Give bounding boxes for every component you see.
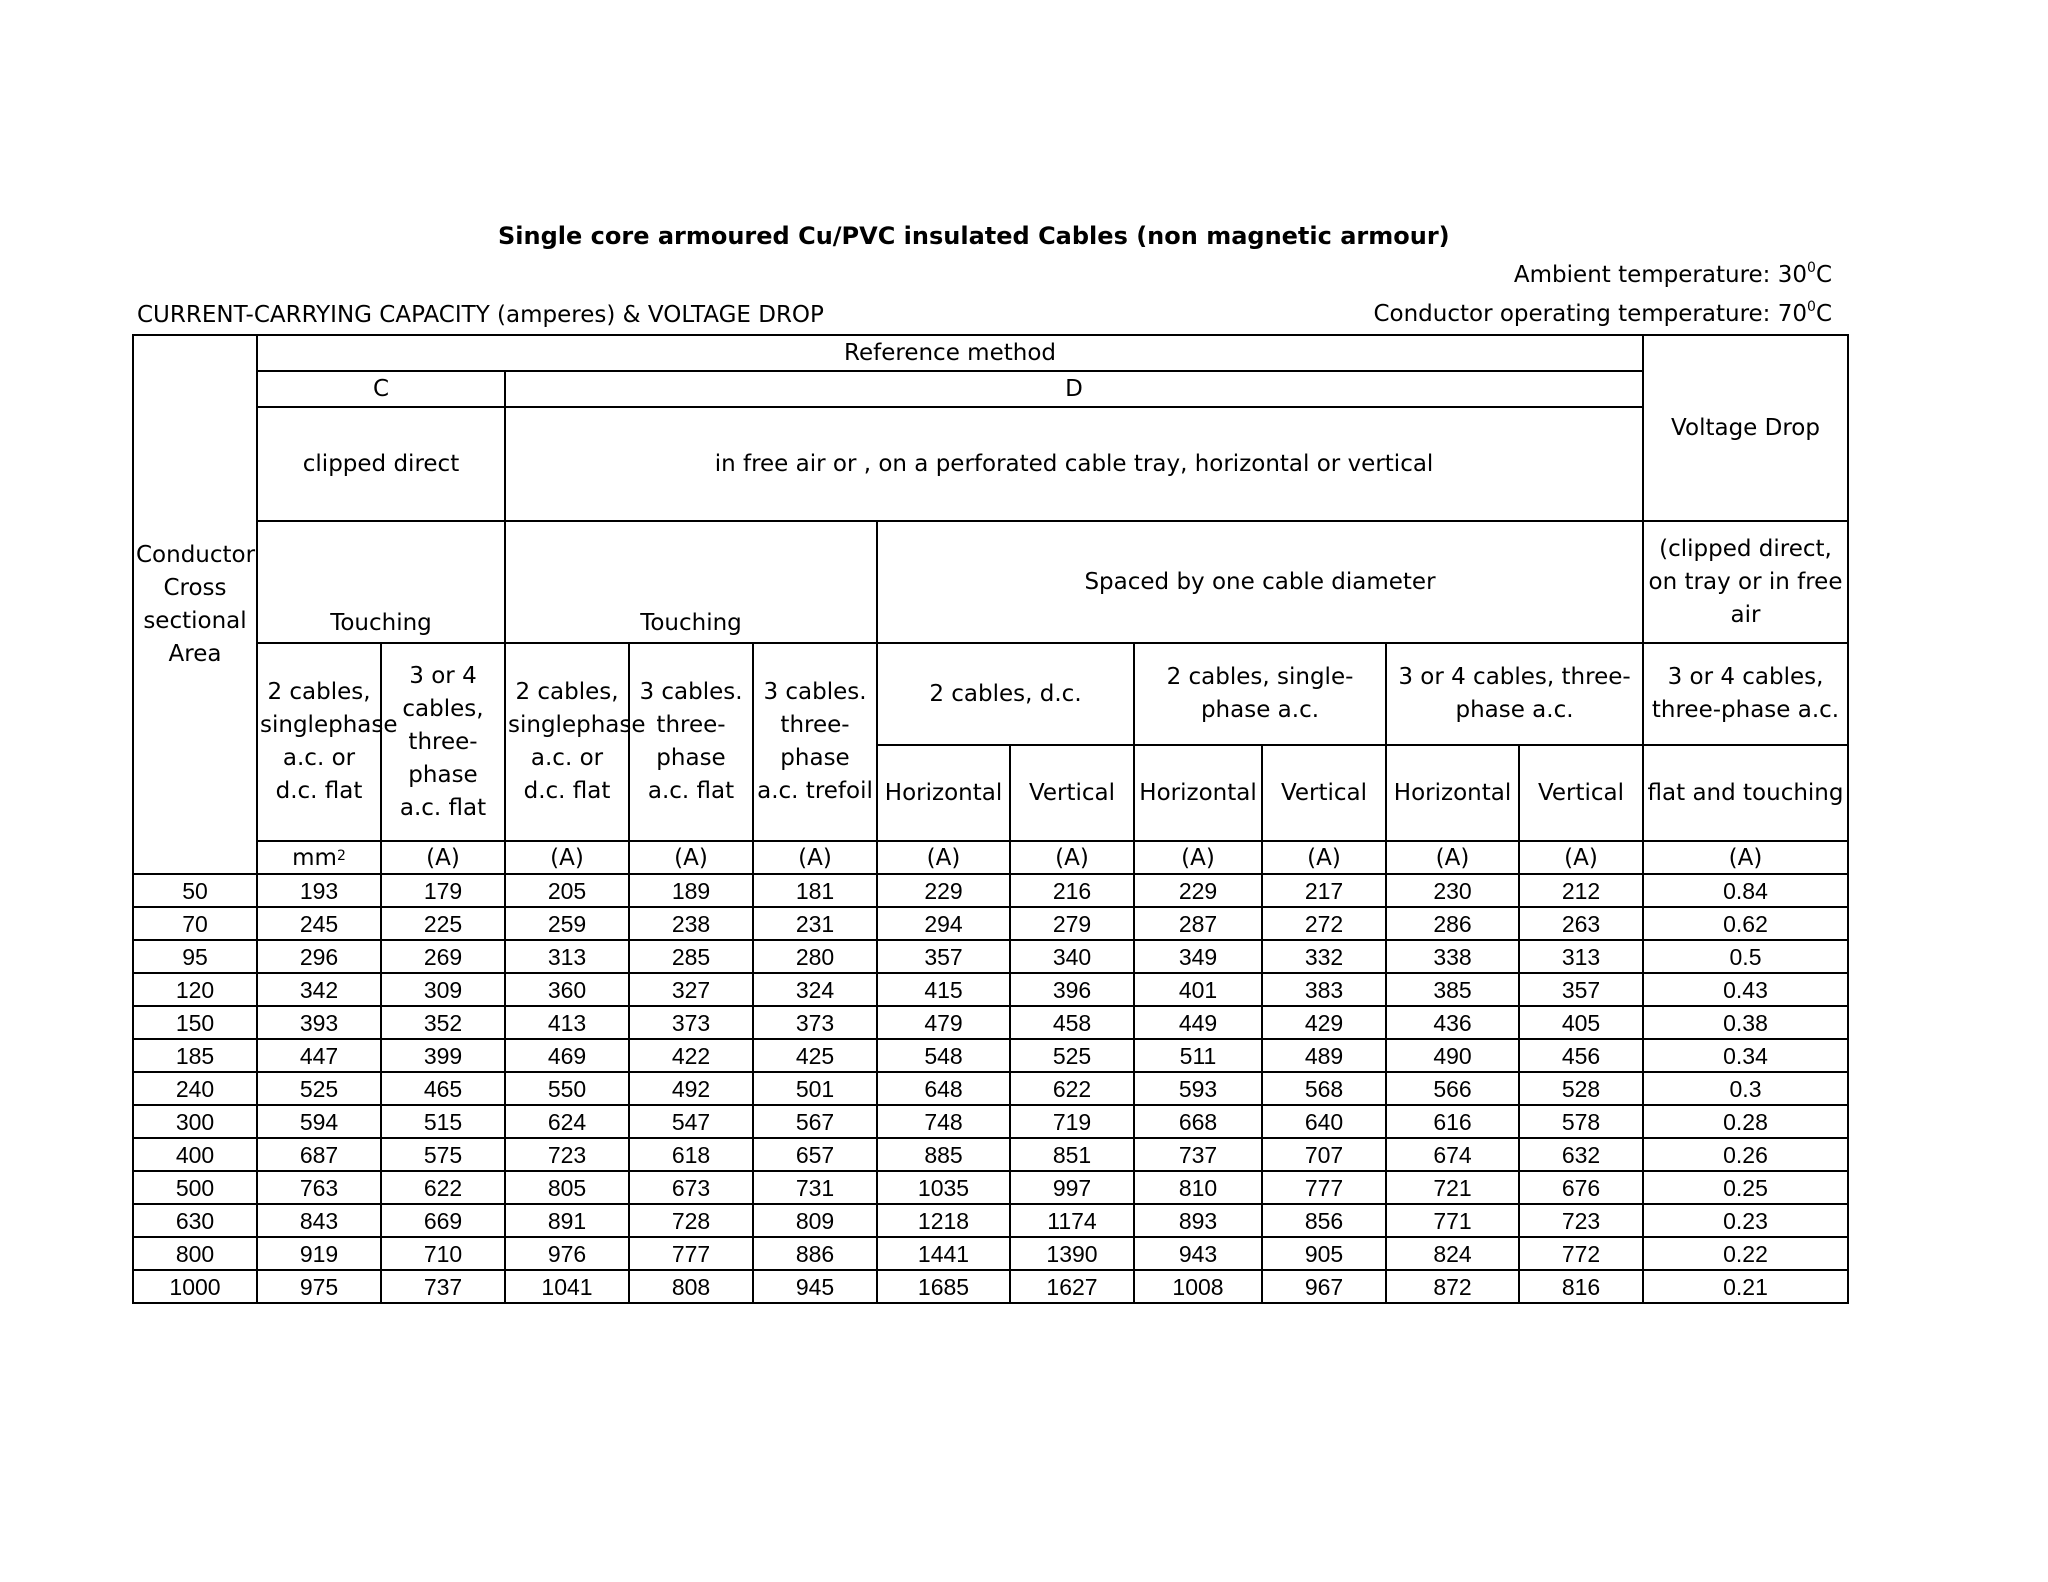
capacity-table — [132, 334, 1849, 1304]
cell-current: 385 — [1386, 973, 1519, 1006]
cell-current: 731 — [753, 1171, 877, 1204]
unit-area — [257, 841, 381, 874]
cell-current: 668 — [1134, 1105, 1262, 1138]
cell-voltage-drop: 0.38 — [1643, 1006, 1848, 1039]
cell-current: 238 — [629, 907, 753, 940]
cell-voltage-drop: 0.34 — [1643, 1039, 1848, 1072]
cell-current: 360 — [505, 973, 629, 1006]
table-row — [133, 973, 1848, 1006]
table-row — [133, 1237, 1848, 1270]
cell-current: 648 — [877, 1072, 1010, 1105]
cell-current: 280 — [753, 940, 877, 973]
cell-current: 469 — [505, 1039, 629, 1072]
cell-current: 616 — [1386, 1105, 1519, 1138]
cell-current: 891 — [505, 1204, 629, 1237]
cell-area: 800 — [133, 1237, 257, 1270]
cell-current: 997 — [1010, 1171, 1134, 1204]
cell-area: 185 — [133, 1039, 257, 1072]
header-voltage-drop: Voltage Drop — [1643, 335, 1848, 521]
cell-current: 230 — [1386, 874, 1519, 907]
cell-current: 340 — [1010, 940, 1134, 973]
cell-current: 393 — [257, 1006, 381, 1039]
header-vd-three: 3 or 4 cables, three-phase a.c. — [1643, 643, 1848, 745]
cell-current: 719 — [1010, 1105, 1134, 1138]
cell-current: 405 — [1519, 1006, 1643, 1039]
cell-current: 566 — [1386, 1072, 1519, 1105]
cell-current: 181 — [753, 874, 877, 907]
unit-amp: (A) — [753, 841, 877, 874]
cell-area: 240 — [133, 1072, 257, 1105]
cell-current: 657 — [753, 1138, 877, 1171]
table-row — [133, 874, 1848, 907]
header-d-col3: 3 cables. three-phase a.c. trefoil — [753, 643, 877, 841]
cell-current: 229 — [877, 874, 1010, 907]
table-row — [133, 1105, 1848, 1138]
cell-current: 528 — [1519, 1072, 1643, 1105]
cell-current: 976 — [505, 1237, 629, 1270]
cell-current: 723 — [1519, 1204, 1643, 1237]
cell-current: 287 — [1134, 907, 1262, 940]
cell-current: 872 — [1386, 1270, 1519, 1303]
cell-current: 567 — [753, 1105, 877, 1138]
cell-current: 357 — [1519, 973, 1643, 1006]
cell-current: 673 — [629, 1171, 753, 1204]
operating-degree: 0 — [1807, 299, 1816, 315]
cell-current: 352 — [381, 1006, 505, 1039]
cell-current: 465 — [381, 1072, 505, 1105]
cell-current: 669 — [381, 1204, 505, 1237]
cell-current: 205 — [505, 874, 629, 907]
ambient-temperature — [1514, 262, 1832, 288]
cell-voltage-drop: 0.84 — [1643, 874, 1848, 907]
cell-current: 805 — [505, 1171, 629, 1204]
cell-current: 808 — [629, 1270, 753, 1303]
cell-current: 189 — [629, 874, 753, 907]
cell-current: 501 — [753, 1072, 877, 1105]
cell-current: 415 — [877, 973, 1010, 1006]
cell-current: 816 — [1519, 1270, 1643, 1303]
cell-current: 632 — [1519, 1138, 1643, 1171]
cell-current: 285 — [629, 940, 753, 973]
cell-current: 425 — [753, 1039, 877, 1072]
cell-current: 231 — [753, 907, 877, 940]
table-row — [133, 1006, 1848, 1039]
cell-current: 373 — [753, 1006, 877, 1039]
cell-current: 748 — [877, 1105, 1010, 1138]
cell-current: 777 — [629, 1237, 753, 1270]
cell-current: 225 — [381, 907, 505, 940]
header-area: Conductor Cross sectional Area — [133, 335, 257, 874]
unit-area-sup: 2 — [336, 847, 346, 864]
cell-voltage-drop: 0.25 — [1643, 1171, 1848, 1204]
cell-current: 296 — [257, 940, 381, 973]
header-flat-touching: flat and touching — [1643, 745, 1848, 841]
unit-amp: (A) — [505, 841, 629, 874]
cell-current: 286 — [1386, 907, 1519, 940]
cell-current: 568 — [1262, 1072, 1386, 1105]
header-spaced: Spaced by one cable diameter — [877, 521, 1643, 643]
cell-current: 458 — [1010, 1006, 1134, 1039]
cell-area: 500 — [133, 1171, 257, 1204]
cell-current: 263 — [1519, 907, 1643, 940]
cell-current: 313 — [1519, 940, 1643, 973]
cell-current: 399 — [381, 1039, 505, 1072]
cell-current: 919 — [257, 1237, 381, 1270]
cell-current: 525 — [257, 1072, 381, 1105]
cell-current: 479 — [877, 1006, 1010, 1039]
cell-current: 1441 — [877, 1237, 1010, 1270]
header-d-col1: 2 cables, singlephase a.c. or d.c. flat — [505, 643, 629, 841]
cell-area: 150 — [133, 1006, 257, 1039]
cell-current: 212 — [1519, 874, 1643, 907]
cell-current: 824 — [1386, 1237, 1519, 1270]
cell-current: 279 — [1010, 907, 1134, 940]
cell-voltage-drop: 0.21 — [1643, 1270, 1848, 1303]
cell-current: 327 — [629, 973, 753, 1006]
table-row — [133, 940, 1848, 973]
cell-voltage-drop: 0.5 — [1643, 940, 1848, 973]
cell-current: 515 — [381, 1105, 505, 1138]
unit-amp: (A) — [1643, 841, 1848, 874]
cell-current: 721 — [1386, 1171, 1519, 1204]
cell-current: 1035 — [877, 1171, 1010, 1204]
cell-current: 357 — [877, 940, 1010, 973]
table-row — [133, 1204, 1848, 1237]
cell-current: 777 — [1262, 1171, 1386, 1204]
cell-current: 905 — [1262, 1237, 1386, 1270]
header-method-c: C — [257, 371, 505, 407]
header-c-col2: 3 or 4 cables, three-phase a.c. flat — [381, 643, 505, 841]
header-method-d: D — [505, 371, 1643, 407]
cell-voltage-drop: 0.3 — [1643, 1072, 1848, 1105]
unit-amp: (A) — [381, 841, 505, 874]
cell-current: 737 — [1134, 1138, 1262, 1171]
cell-current: 1008 — [1134, 1270, 1262, 1303]
unit-amp: (A) — [629, 841, 753, 874]
cell-current: 429 — [1262, 1006, 1386, 1039]
cell-current: 272 — [1262, 907, 1386, 940]
cell-current: 193 — [257, 874, 381, 907]
cell-area: 1000 — [133, 1270, 257, 1303]
cell-current: 575 — [381, 1138, 505, 1171]
cell-current: 594 — [257, 1105, 381, 1138]
cell-current: 886 — [753, 1237, 877, 1270]
header-single-vertical: Vertical — [1262, 745, 1386, 841]
cell-current: 373 — [629, 1006, 753, 1039]
units-row — [133, 841, 1848, 874]
ambient-degree: 0 — [1807, 260, 1816, 276]
cell-current: 851 — [1010, 1138, 1134, 1171]
cell-current: 843 — [257, 1204, 381, 1237]
table-row — [133, 1171, 1848, 1204]
cell-current: 975 — [257, 1270, 381, 1303]
cell-current: 422 — [629, 1039, 753, 1072]
cell-current: 622 — [381, 1171, 505, 1204]
cell-area: 400 — [133, 1138, 257, 1171]
cell-voltage-drop: 0.28 — [1643, 1105, 1848, 1138]
header-reference-method: Reference method — [257, 335, 1643, 371]
cell-current: 449 — [1134, 1006, 1262, 1039]
cell-current: 687 — [257, 1138, 381, 1171]
cell-current: 245 — [257, 907, 381, 940]
header-single-horizontal: Horizontal — [1134, 745, 1262, 841]
operating-unit: C — [1815, 301, 1832, 327]
cell-current: 216 — [1010, 874, 1134, 907]
cell-current: 622 — [1010, 1072, 1134, 1105]
header-spaced-single: 2 cables, single-phase a.c. — [1134, 643, 1386, 745]
operating-temperature — [1373, 301, 1832, 327]
operating-label: Conductor operating temperature: 70 — [1373, 301, 1808, 327]
cell-current: 624 — [505, 1105, 629, 1138]
cell-current: 324 — [753, 973, 877, 1006]
cell-current: 332 — [1262, 940, 1386, 973]
header-vd-desc: (clipped direct, on tray or in free air — [1643, 521, 1848, 643]
cell-current: 943 — [1134, 1237, 1262, 1270]
cell-current: 489 — [1262, 1039, 1386, 1072]
cell-current: 547 — [629, 1105, 753, 1138]
cell-voltage-drop: 0.22 — [1643, 1237, 1848, 1270]
cell-current: 885 — [877, 1138, 1010, 1171]
cell-current: 342 — [257, 973, 381, 1006]
cell-current: 763 — [257, 1171, 381, 1204]
unit-amp: (A) — [1010, 841, 1134, 874]
cell-current: 309 — [381, 973, 505, 1006]
page-title: Single core armoured Cu/PVC insulated Cables (non magnetic armour) — [498, 222, 1450, 250]
unit-amp: (A) — [877, 841, 1010, 874]
header-three-horizontal: Horizontal — [1386, 745, 1519, 841]
cell-area: 630 — [133, 1204, 257, 1237]
cell-current: 640 — [1262, 1105, 1386, 1138]
cell-voltage-drop: 0.62 — [1643, 907, 1848, 940]
cell-current: 548 — [877, 1039, 1010, 1072]
cell-current: 728 — [629, 1204, 753, 1237]
header-dc-horizontal: Horizontal — [877, 745, 1010, 841]
cell-current: 893 — [1134, 1204, 1262, 1237]
cell-area: 120 — [133, 973, 257, 1006]
table-row — [133, 1039, 1848, 1072]
table-row — [133, 907, 1848, 940]
unit-amp: (A) — [1519, 841, 1643, 874]
header-three-vertical: Vertical — [1519, 745, 1643, 841]
cell-current: 723 — [505, 1138, 629, 1171]
cell-area: 70 — [133, 907, 257, 940]
cell-current: 676 — [1519, 1171, 1643, 1204]
cell-current: 1218 — [877, 1204, 1010, 1237]
cell-current: 313 — [505, 940, 629, 973]
cell-current: 436 — [1386, 1006, 1519, 1039]
cell-current: 259 — [505, 907, 629, 940]
header-free-air: in free air or , on a perforated cable tray, horizontal or vertical — [505, 407, 1643, 521]
cell-current: 1041 — [505, 1270, 629, 1303]
table-row — [133, 1072, 1848, 1105]
unit-area-text: mm — [292, 844, 337, 871]
cell-current: 771 — [1386, 1204, 1519, 1237]
cell-current: 217 — [1262, 874, 1386, 907]
cell-current: 967 — [1262, 1270, 1386, 1303]
cell-current: 810 — [1134, 1171, 1262, 1204]
cell-voltage-drop: 0.26 — [1643, 1138, 1848, 1171]
header-c-col1: 2 cables, singlephase a.c. or d.c. flat — [257, 643, 381, 841]
unit-amp: (A) — [1386, 841, 1519, 874]
cell-current: 945 — [753, 1270, 877, 1303]
cell-current: 396 — [1010, 973, 1134, 1006]
cell-current: 294 — [877, 907, 1010, 940]
table-row — [133, 1270, 1848, 1303]
cell-current: 1627 — [1010, 1270, 1134, 1303]
cell-current: 525 — [1010, 1039, 1134, 1072]
cell-current: 383 — [1262, 973, 1386, 1006]
header-dc-vertical: Vertical — [1010, 745, 1134, 841]
cell-current: 492 — [629, 1072, 753, 1105]
table-subtitle: CURRENT-CARRYING CAPACITY (amperes) & VOLTAGE DROP — [137, 302, 824, 328]
header-c-touching: Touching — [257, 521, 505, 643]
cell-current: 550 — [505, 1072, 629, 1105]
cell-current: 229 — [1134, 874, 1262, 907]
unit-amp: (A) — [1134, 841, 1262, 874]
header-clipped-direct: clipped direct — [257, 407, 505, 521]
cell-area: 50 — [133, 874, 257, 907]
header-d-col2: 3 cables. three-phase a.c. flat — [629, 643, 753, 841]
cell-area: 95 — [133, 940, 257, 973]
cell-current: 618 — [629, 1138, 753, 1171]
cell-current: 710 — [381, 1237, 505, 1270]
cell-current: 578 — [1519, 1105, 1643, 1138]
cell-current: 1174 — [1010, 1204, 1134, 1237]
cell-area: 300 — [133, 1105, 257, 1138]
cell-current: 737 — [381, 1270, 505, 1303]
ambient-label: Ambient temperature: 30 — [1513, 262, 1808, 288]
cell-current: 447 — [257, 1039, 381, 1072]
cell-voltage-drop: 0.23 — [1643, 1204, 1848, 1237]
cell-current: 490 — [1386, 1039, 1519, 1072]
unit-amp: (A) — [1262, 841, 1386, 874]
cell-current: 593 — [1134, 1072, 1262, 1105]
header-d-touching: Touching — [505, 521, 877, 643]
cell-current: 674 — [1386, 1138, 1519, 1171]
cell-current: 456 — [1519, 1039, 1643, 1072]
cell-current: 269 — [381, 940, 505, 973]
cell-current: 707 — [1262, 1138, 1386, 1171]
ambient-unit: C — [1815, 262, 1832, 288]
cell-current: 1685 — [877, 1270, 1010, 1303]
header-spaced-dc: 2 cables, d.c. — [877, 643, 1134, 745]
cell-current: 401 — [1134, 973, 1262, 1006]
cell-current: 338 — [1386, 940, 1519, 973]
cell-current: 511 — [1134, 1039, 1262, 1072]
cell-current: 413 — [505, 1006, 629, 1039]
header-spaced-three: 3 or 4 cables, three-phase a.c. — [1386, 643, 1643, 745]
table-row — [133, 1138, 1848, 1171]
cell-current: 809 — [753, 1204, 877, 1237]
cell-current: 179 — [381, 874, 505, 907]
cell-voltage-drop: 0.43 — [1643, 973, 1848, 1006]
cell-current: 856 — [1262, 1204, 1386, 1237]
cell-current: 772 — [1519, 1237, 1643, 1270]
cell-current: 349 — [1134, 940, 1262, 973]
cell-current: 1390 — [1010, 1237, 1134, 1270]
